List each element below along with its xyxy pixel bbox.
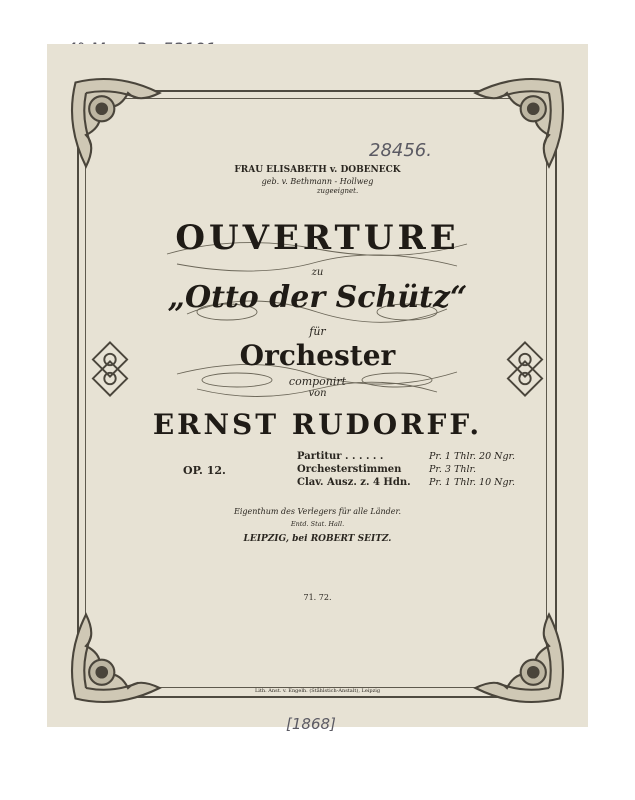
von-label: von bbox=[308, 388, 327, 399]
dedication-line-3: zugeeignet. bbox=[316, 187, 359, 195]
title-fuer: für bbox=[309, 325, 326, 338]
price-item: Partitur . . . . . . bbox=[297, 451, 384, 462]
price-value: Pr. 1 Thlr. 10 Ngr. bbox=[429, 477, 516, 488]
printer-credit: Lith. Anst. v. Engelh. (Ståhlstich-Anstalt), Leipzig bbox=[254, 688, 381, 694]
composer-name: ERNST RUDORFF. bbox=[152, 408, 483, 441]
dedication-line-1: FRAU ELISABETH v. DOBENECK bbox=[234, 165, 401, 175]
dedication-line-2: geb. v. Bethmann - Hollweg bbox=[261, 177, 374, 186]
price-list-values bbox=[429, 450, 515, 489]
price-item: Orchesterstimmen bbox=[297, 464, 402, 475]
rights-notice: Eigenthum des Verlegers für alle Länder. bbox=[233, 507, 401, 516]
corner-ornament-icon bbox=[65, 72, 170, 177]
title-page bbox=[47, 44, 588, 727]
title-zu: zu bbox=[311, 267, 324, 278]
work-title: „Otto der Schütz“ bbox=[167, 280, 468, 315]
publisher-imprint: LEIPZIG, bei ROBERT SEITZ. bbox=[243, 534, 392, 544]
year-handwriting: [1868] bbox=[286, 715, 336, 733]
registration-notice: Entd. Stat. Hall. bbox=[290, 520, 345, 528]
instrument-title: Orchester bbox=[239, 339, 396, 372]
price-value: Pr. 3 Thlr. bbox=[429, 464, 477, 475]
price-value: Pr. 1 Thlr. 20 Ngr. bbox=[429, 451, 516, 462]
inventory-number-handwriting: 28456. bbox=[369, 140, 432, 161]
price-item: Clav. Ausz. z. 4 Hdn. bbox=[297, 477, 411, 488]
opus-number: OP. 12. bbox=[183, 464, 226, 477]
price-list-items bbox=[297, 450, 411, 489]
plate-number: 71. 72. bbox=[303, 593, 332, 602]
corner-ornament-icon bbox=[465, 72, 570, 177]
page-title: OUVERTURE bbox=[175, 218, 460, 258]
componirt-label: componirt bbox=[288, 375, 347, 388]
